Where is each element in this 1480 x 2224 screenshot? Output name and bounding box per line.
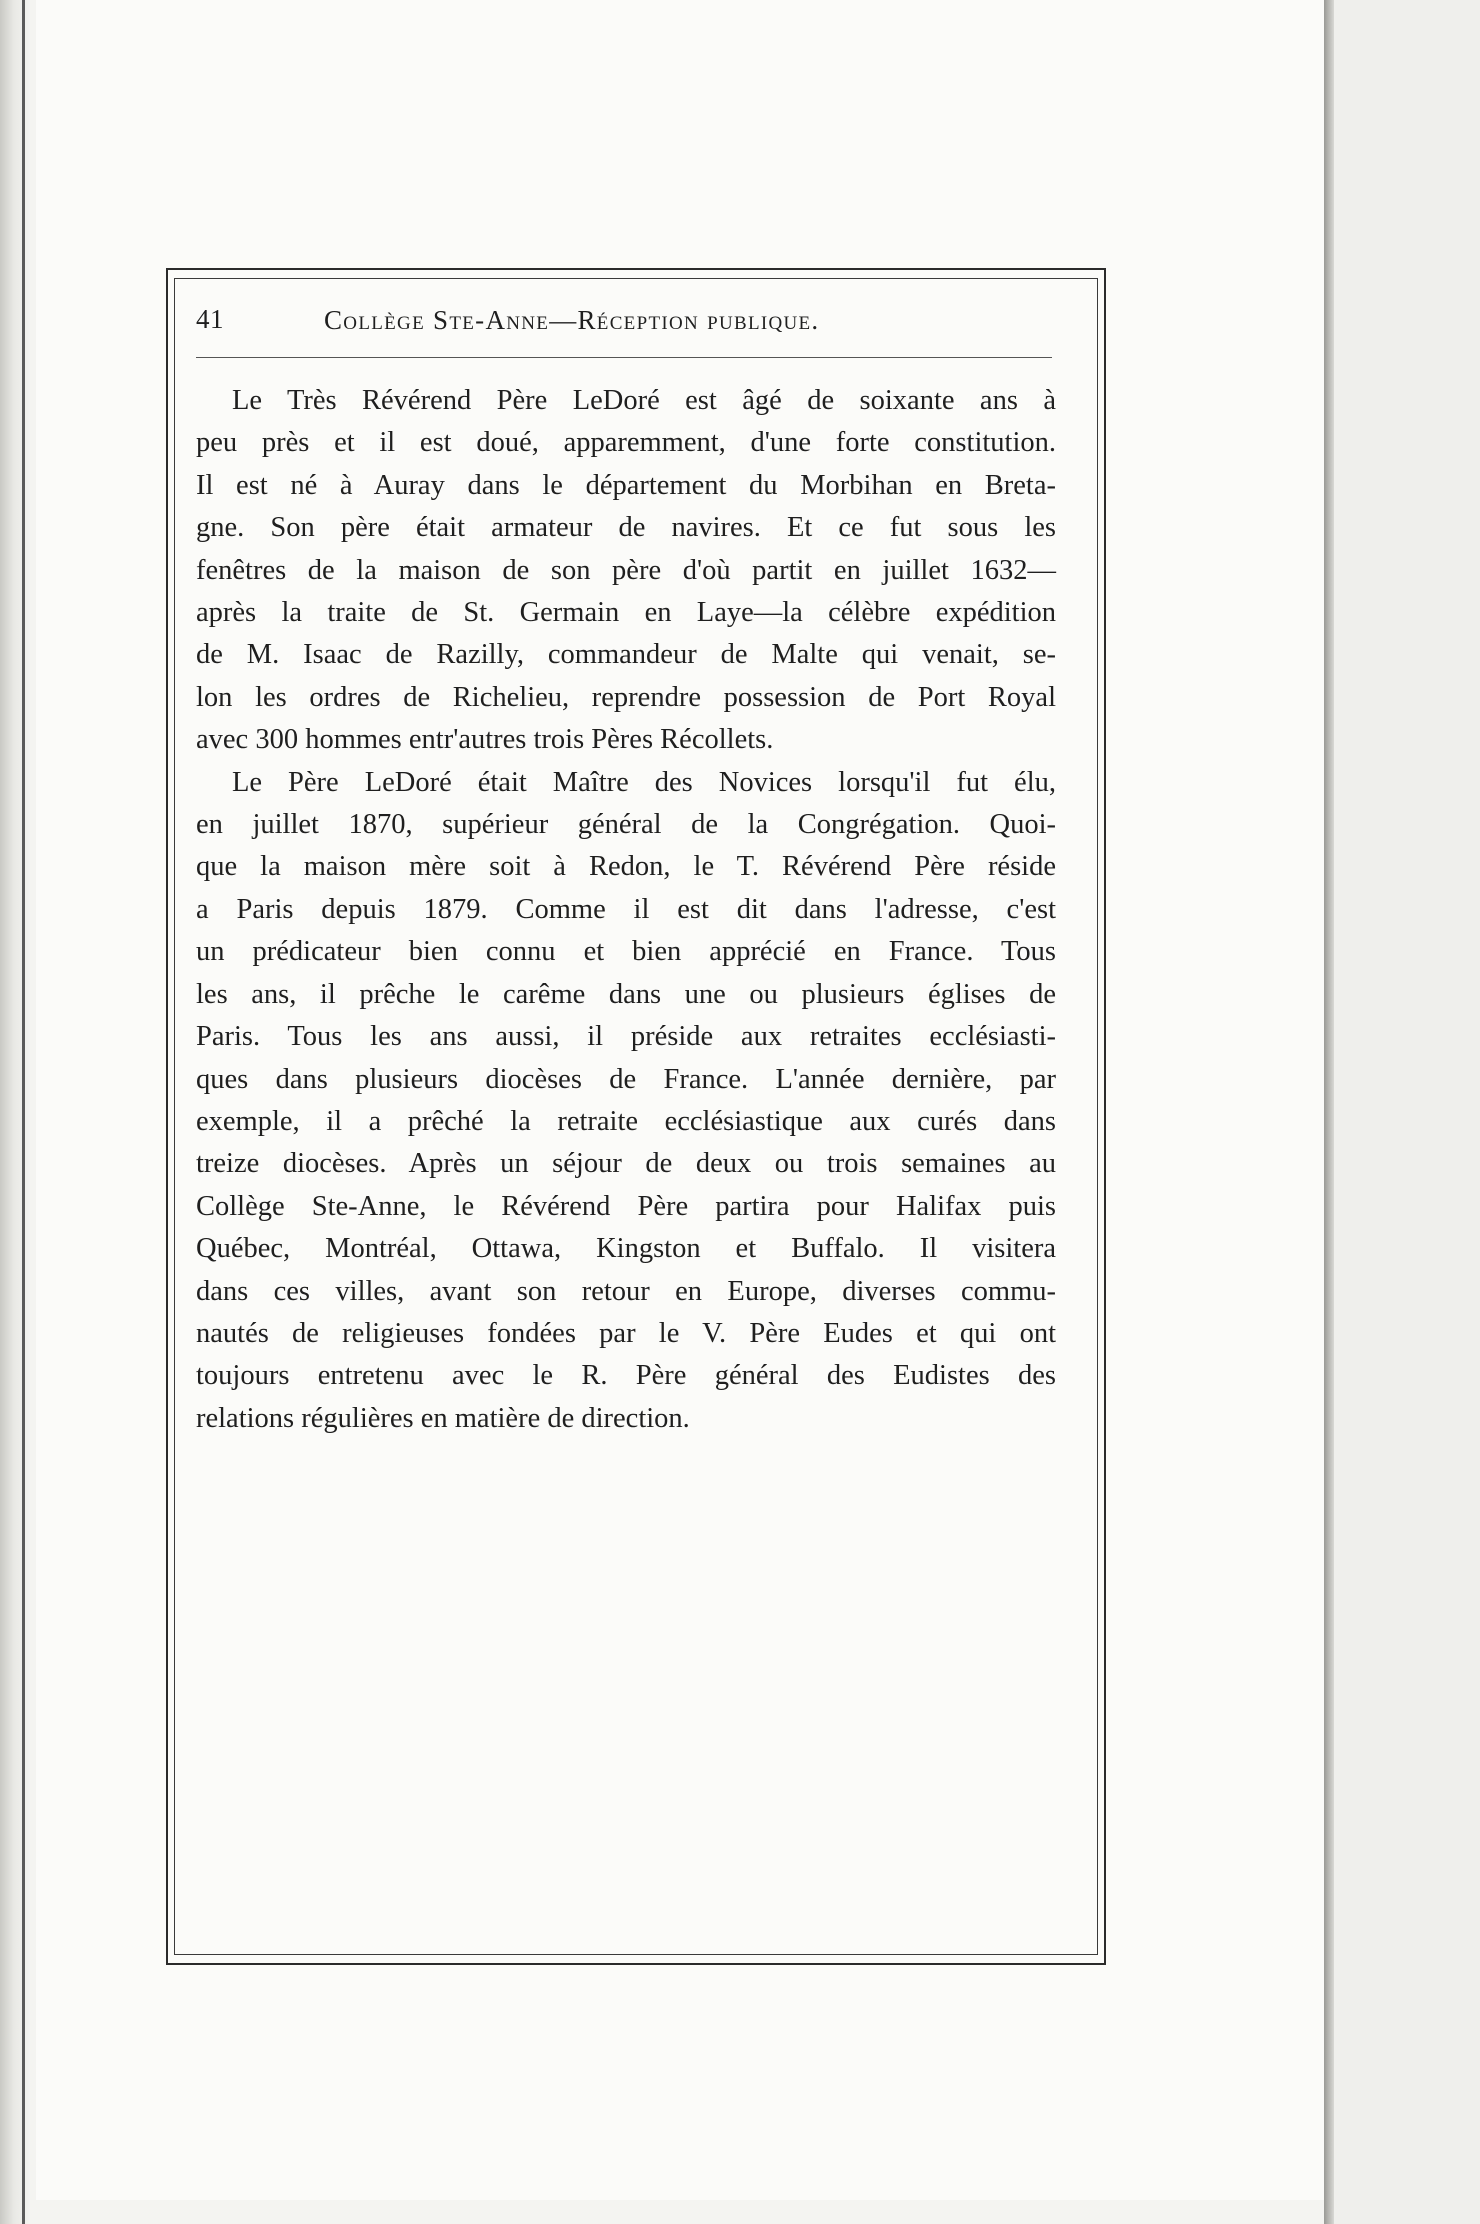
text-line: relations régulières en matière de direction.: [196, 1402, 690, 1434]
text-line: lon les ordres de Richelieu, reprendre possession de Port Royal: [196, 681, 1056, 713]
text-line: ques dans plusieurs diocèses de France. L'année dernière, par: [196, 1063, 1056, 1095]
paragraph-1: [196, 380, 1056, 762]
text-line: un prédicateur bien connu et bien apprécié en France. Tous: [196, 936, 1056, 968]
text-line: fenêtres de la maison de son père d'où partit en juillet 1632—: [196, 554, 1056, 586]
text-line: a Paris depuis 1879. Comme il est dit dans l'adresse, c'est: [196, 893, 1056, 925]
scan-left-edge: [0, 0, 30, 2224]
text-line: Collège Ste-Anne, le Révérend Père partira pour Halifax puis: [196, 1190, 1056, 1222]
text-line: Le Père LeDoré était Maître des Novices lorsqu'il fut élu,: [232, 766, 1056, 798]
header-rule: [196, 357, 1052, 358]
text-line: les ans, il prêche le carême dans une ou plusieurs églises de: [196, 978, 1056, 1010]
text-line: treize diocèses. Après un séjour de deux ou trois semaines au: [196, 1148, 1056, 1180]
scan-right-margin: [1334, 0, 1480, 2224]
page-header: [196, 304, 1056, 344]
running-head: Collège Ste-Anne—Réception publique.: [324, 305, 820, 335]
text-line: Québec, Montréal, Ottawa, Kingston et Buffalo. Il visitera: [196, 1233, 1056, 1265]
text-line: Il est né à Auray dans le département du Morbihan en Breta-: [196, 469, 1056, 501]
text-line: de M. Isaac de Razilly, commandeur de Malte qui venait, se-: [196, 639, 1056, 671]
text-line: en juillet 1870, supérieur général de la Congrégation. Quoi-: [196, 809, 1056, 841]
scan-left-border-line: [22, 0, 25, 2224]
paragraph-2: [196, 762, 1056, 1441]
text-line: toujours entretenu avec le R. Père général des Eudistes des: [196, 1360, 1056, 1392]
text-line: Le Très Révérend Père LeDoré est âgé de soixante ans à: [232, 385, 1056, 416]
text-line: peu près et il est doué, apparemment, d'une forte constitution.: [196, 427, 1056, 459]
page-edge-shadow: [1324, 0, 1334, 2224]
text-line: avec 300 hommes entr'autres trois Pères Récollets.: [196, 724, 774, 756]
text-line: nautés de religieuses fondées par le V. Père Eudes et qui ont: [196, 1317, 1056, 1349]
text-line: gne. Son père était armateur de navires. Et ce fut sous les: [196, 512, 1056, 544]
text-line: que la maison mère soit à Redon, le T. Révérend Père réside: [196, 851, 1056, 883]
text-line: après la traite de St. Germain en Laye—la célèbre expédition: [196, 597, 1056, 629]
text-line: dans ces villes, avant son retour en Europe, diverses commu-: [196, 1275, 1056, 1307]
body-text: [196, 380, 1056, 1440]
text-line: Paris. Tous les ans aussi, il préside aux retraites ecclésiasti-: [196, 1021, 1056, 1053]
page-number: 41: [196, 304, 224, 334]
text-line: exemple, il a prêché la retraite ecclésiastique aux curés dans: [196, 1105, 1056, 1137]
